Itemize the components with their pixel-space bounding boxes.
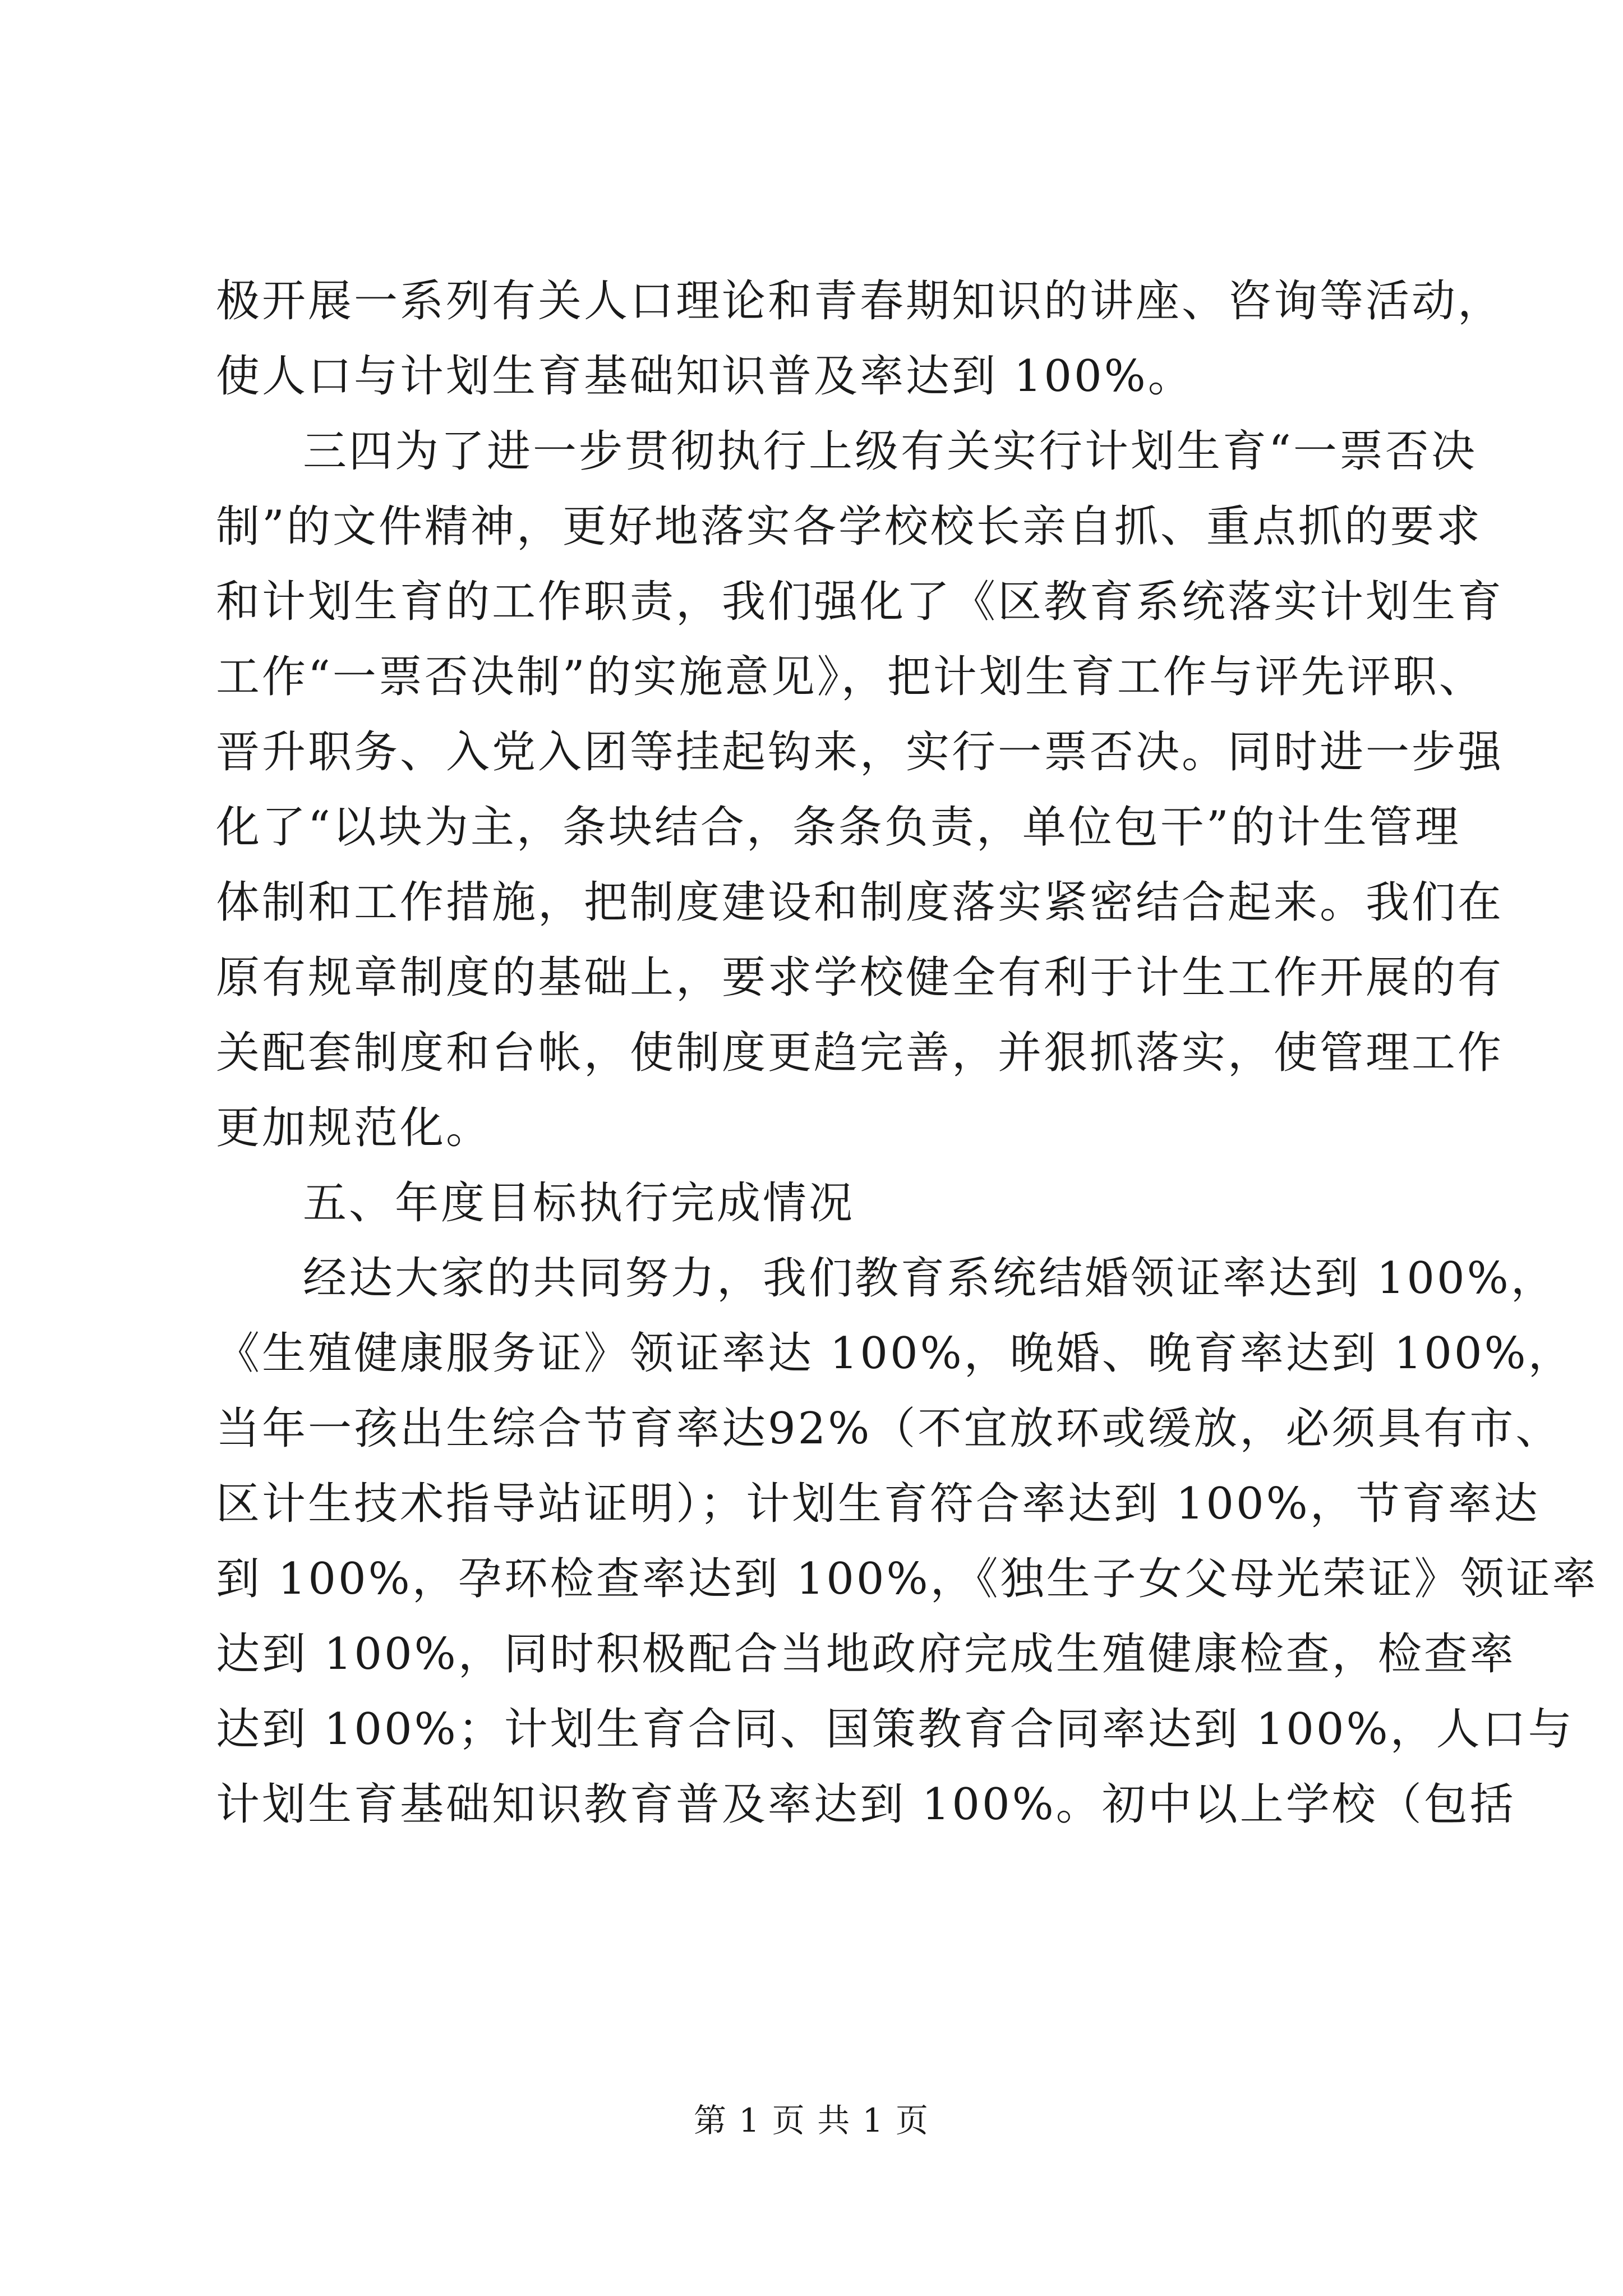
text-line: 关配套制度和台帐，使制度更趋完善，并狠抓落实，使管理工作 [216, 1028, 1504, 1078]
text-line: 经达大家的共同努力，我们教育系统结婚领证率达到 100%， [303, 1253, 1557, 1304]
text-line: 达到 100%；计划生育合同、国策教育合同率达到 100%，人口与 [216, 1704, 1574, 1755]
text-line: 化了“以块为主，条块结合，条条负责，单位包干”的计生管理 [216, 802, 1461, 853]
text-line: 计划生育基础知识教育普及率达到 100%。初中以上学校（包括 [216, 1779, 1516, 1830]
text-line: 制”的文件精神，更好地落实各学校校长亲自抓、重点抓的要求 [216, 501, 1482, 552]
text-line: 极开展一系列有关人口理论和青春期知识的讲座、咨询等活动， [216, 276, 1504, 326]
text-line: 晋升职务、入党入团等挂起钩来，实行一票否决。同时进一步强 [216, 727, 1504, 777]
text-line: 和计划生育的工作职责，我们强化了《区教育系统落实计划生育 [216, 577, 1504, 627]
text-line: 《生殖健康服务证》领证率达 100%，晚婚、晚育率达到 100%， [216, 1328, 1574, 1379]
text-line: 工作“一票否决制”的实施意见》，把计划生育工作与评先评职、 [216, 652, 1485, 702]
text-line: 五、年度目标执行完成情况 [303, 1178, 855, 1228]
text-line: 更加规范化。 [216, 1103, 492, 1153]
text-line: 体制和工作措施，把制度建设和制度落实紧密结合起来。我们在 [216, 877, 1504, 928]
page-footer: 第 1 页 共 1 页 [694, 2101, 929, 2139]
text-line: 达到 100%，同时积极配合当地政府完成生殖健康检查，检查率 [216, 1629, 1516, 1680]
text-line: 三四为了进一步贯彻执行上级有关实行计划生育“一票否决 [303, 426, 1477, 477]
text-line: 原有规章制度的基础上，要求学校健全有利于计生工作开展的有 [216, 953, 1504, 1003]
text-line: 使人口与计划生育基础知识普及率达到 100%。 [216, 351, 1194, 402]
text-line: 到 100%，孕环检查率达到 100%，《独生子女父母光荣证》领证率 [216, 1554, 1598, 1604]
text-line: 当年一孩出生综合节育率达92%（不宜放环或缓放，必须具有市、 [216, 1404, 1562, 1454]
document-body [216, 264, 1598, 1842]
text-line: 区计生技术指导站证明）；计划生育符合率达到 100%，节育率达 [216, 1479, 1540, 1529]
